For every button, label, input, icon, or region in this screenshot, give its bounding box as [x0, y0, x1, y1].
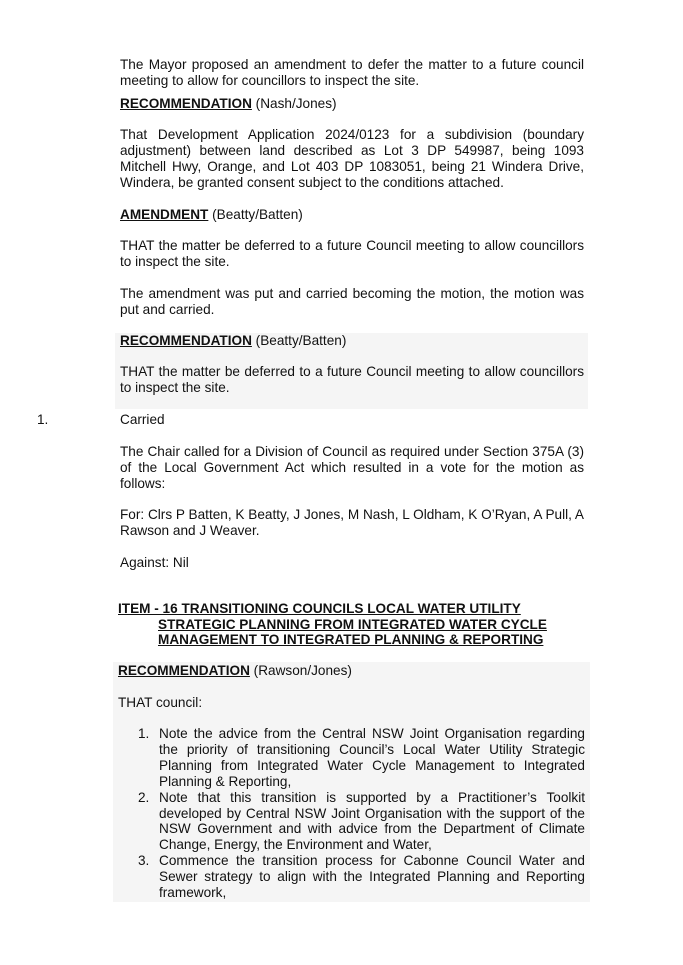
- item-16-heading-line-2: STRATEGIC PLANNING FROM INTEGRATED WATER CYCLE: [158, 616, 547, 632]
- list-item: [138, 853, 585, 901]
- list-item: [138, 726, 585, 790]
- list-item: [138, 790, 585, 854]
- item-16-heading-line-3: MANAGEMENT TO INTEGRATED PLANNING & REPORTING: [158, 632, 544, 647]
- recommendation-heading-2: [120, 333, 584, 349]
- recommendation-movers: (Rawson/Jones): [249, 663, 352, 678]
- recommendation-label: RECOMMENDATION: [120, 333, 252, 348]
- recommendation-movers: (Nash/Jones): [251, 96, 337, 111]
- amendment-heading: [120, 207, 584, 223]
- recommendation-intro: THAT council:: [118, 695, 203, 710]
- paragraph-amendment-put: The amendment was put and carried becoming the motion, the motion was put and carried.: [120, 286, 584, 317]
- recommendation-list: [138, 726, 585, 901]
- item-16-heading: [118, 601, 578, 648]
- amendment-text: THAT the matter be deferred to a future Council meeting to allow councillors to inspect the site.: [120, 238, 584, 269]
- list-item-number: 3.: [138, 853, 150, 869]
- recommendation-label: RECOMMENDATION: [120, 96, 252, 111]
- recommendation-heading-3: [118, 663, 582, 679]
- resolution-status: Carried: [120, 412, 165, 427]
- list-item-number: 2.: [138, 789, 150, 805]
- amendment-movers: (Beatty/Batten): [208, 207, 303, 222]
- recommendation-label: RECOMMENDATION: [118, 663, 250, 678]
- paragraph-for-votes: For: Clrs P Batten, K Beatty, J Jones, M Nash, L Oldham, K O’Ryan, A Pull, A Rawson and J Weaver.: [120, 507, 584, 538]
- resolution-number: 1.: [37, 412, 49, 427]
- list-item-number: 1.: [138, 726, 150, 741]
- paragraph-mayor-amendment: The Mayor proposed an amendment to defer the matter to a future council meeting to allow for councillors to inspect the site.: [120, 57, 584, 88]
- paragraph-division: The Chair called for a Division of Council as required under Section 375A (3) of the Local Government Act which resulted in a vote for the motion as follows:: [120, 444, 584, 491]
- list-item-text: Commence the transition process for Cabonne Council Water and Sewer strategy to align with the Integrated Planning and Reporting framework,: [159, 853, 585, 901]
- amendment-label: AMENDMENT: [120, 207, 209, 222]
- recommendation-heading-1: [120, 96, 584, 112]
- paragraph-against-votes: Against: Nil: [120, 555, 189, 570]
- recommendation-text-1: That Development Application 2024/0123 for a subdivision (boundary adjustment) between land described as Lot 3 DP 549987, being 1093 Mitchell Hwy, Orange, and Lot 403 DP 1083051, being 21 Windera Drive, Windera, be granted consent subject to the conditions attached.: [120, 127, 584, 190]
- list-item-text: Note that this transition is supported by a Practitioner’s Toolkit developed by Central NSW Joint Organisation with the support of the NSW Government and with advice from the Department of Climate Change, Energy, the Environment and Water,: [159, 789, 585, 853]
- list-item-text: Note the advice from the Central NSW Joint Organisation regarding the priority of transitioning Council’s Local Water Utility Strategic Planning from Integrated Water Cycle Management to Integrated Planning & Reporting,: [159, 726, 585, 789]
- recommendation-movers: (Beatty/Batten): [251, 333, 347, 348]
- item-16-heading-line-1: ITEM - 16 TRANSITIONING COUNCILS LOCAL WATER UTILITY: [118, 601, 521, 616]
- recommendation-text-2: THAT the matter be deferred to a future Council meeting to allow councillors to inspect the site.: [120, 364, 584, 395]
